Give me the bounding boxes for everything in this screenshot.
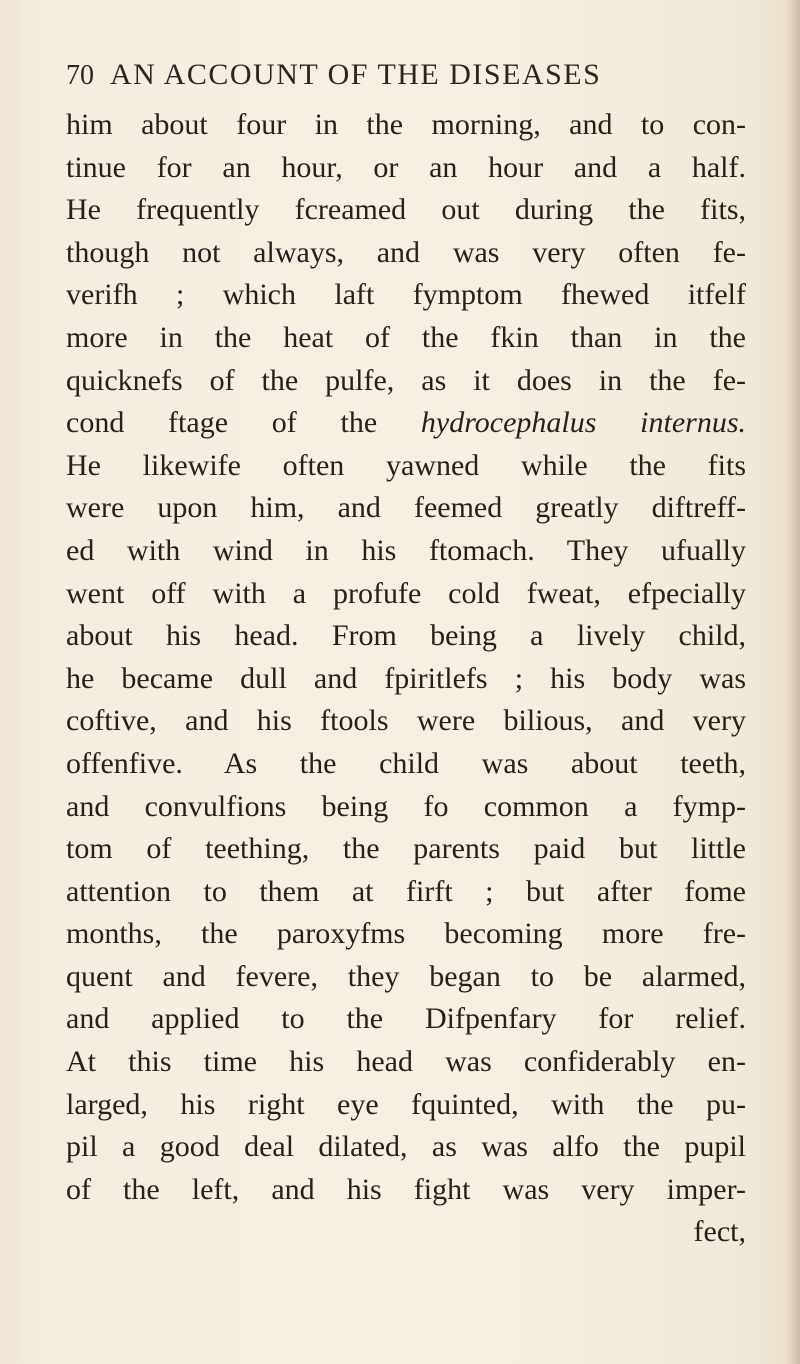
text-line: went off with a profufe cold fweat, efpecially: [66, 576, 746, 610]
text-line: He likewife often yawned while the fits: [66, 448, 746, 482]
text-line: he became dull and fpiritlefs ; his body was: [66, 661, 746, 695]
text-line: pil a good deal dilated, as was alfo the pupil: [66, 1130, 746, 1164]
body-text: [66, 104, 746, 1254]
text-line: quicknefs of the pulfe, as it does in the fe-: [66, 363, 746, 397]
text-line: and applied to the Difpenfary for relief.: [66, 1002, 746, 1036]
text-line: more in the heat of the fkin than in the: [66, 320, 746, 354]
text-line: ed with wind in his ftomach. They ufually: [66, 533, 746, 567]
catchword: fect,: [693, 1215, 746, 1249]
text-line: were upon him, and feemed greatly diftreff-: [66, 491, 746, 525]
page-edge-shadow: [786, 0, 800, 1364]
text-line-start: cond ftage of the: [66, 406, 378, 440]
running-head: AN ACCOUNT OF THE DISEASES: [110, 58, 602, 91]
text-line: of the left, and his fight was very imper-: [66, 1172, 746, 1206]
text-line: months, the paroxyfms becoming more fre-: [66, 917, 746, 951]
text-line: offenfive. As the child was about teeth,: [66, 746, 746, 780]
text-line: He frequently fcreamed out during the fits,: [66, 193, 746, 227]
text-line: him about four in the morning, and to con-: [66, 108, 746, 141]
text-line: quent and fevere, they began to be alarmed,: [66, 959, 746, 993]
text-line: about his head. From being a lively child,: [66, 619, 746, 653]
text-line: At this time his head was confiderably en-: [66, 1045, 746, 1079]
text-line: tinue for an hour, or an hour and a half.: [66, 150, 746, 184]
text-line: coftive, and his ftools were bilious, and very: [66, 704, 746, 738]
text-line: though not always, and was very often fe-: [66, 235, 746, 269]
text-line: attention to them at firft ; but after fome: [66, 874, 746, 908]
text-line: larged, his right eye fquinted, with the pu-: [66, 1087, 746, 1121]
text-line: and convulfions being fo common a fymp-: [66, 789, 746, 823]
text-line: tom of teething, the parents paid but little: [66, 832, 746, 866]
text-line-with-italic: [66, 402, 746, 445]
text-line: verifh ; which laft fymptom fhewed itfelf: [66, 278, 746, 312]
italic-term: hydrocephalus internus.: [420, 406, 746, 440]
page-header: [66, 58, 601, 92]
page-number: 70: [66, 60, 94, 91]
